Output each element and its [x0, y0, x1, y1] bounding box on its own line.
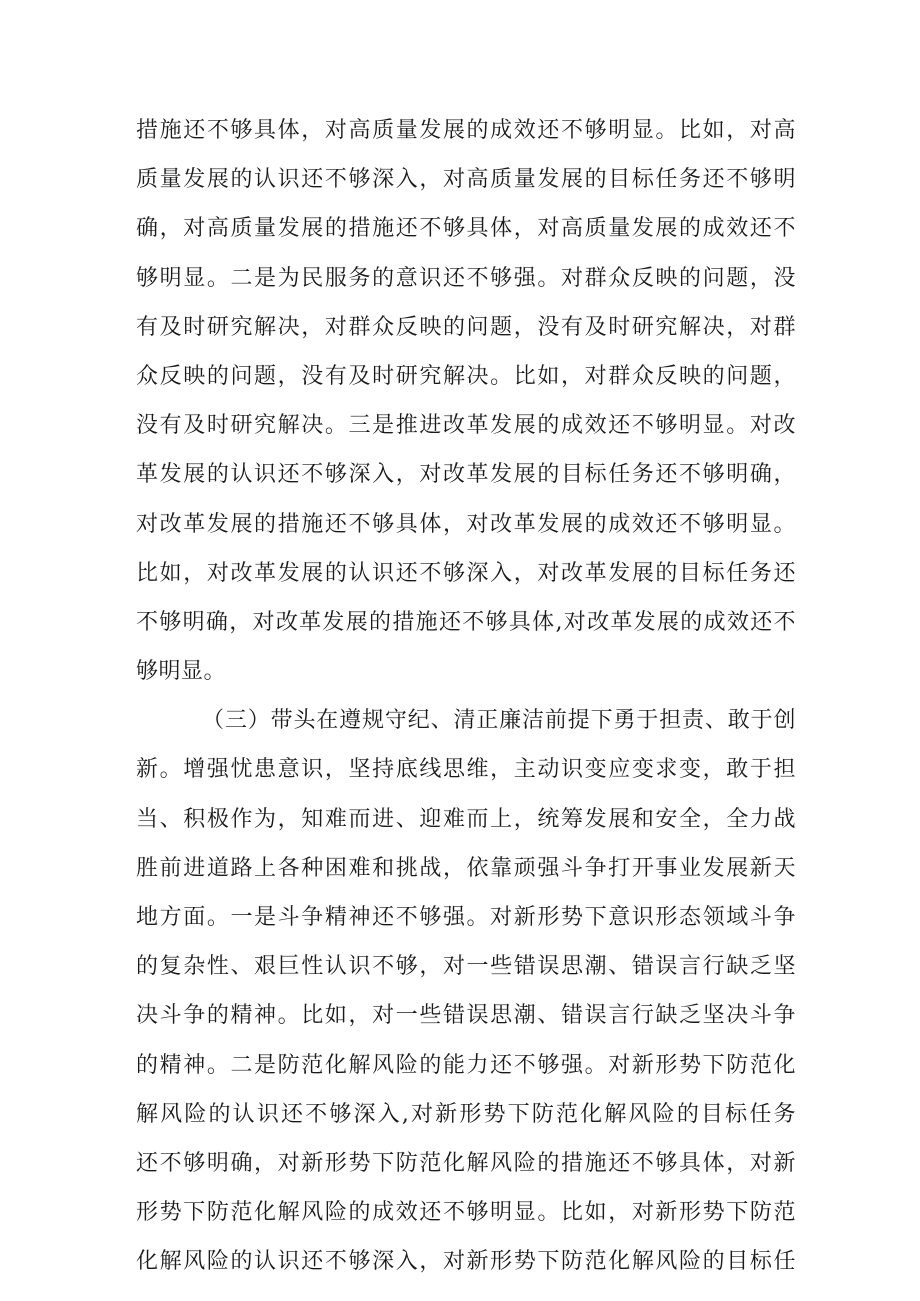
text-line: 决斗争的精神。比如，对一些错误思潮、错误言行缺乏坚决斗争	[136, 1003, 796, 1029]
text-line: 还不够明确，对新形势下防范化解风险的措施还不够具体，对新	[136, 1150, 796, 1176]
text-line: 众反映的问题，没有及时研究解决。比如，对群众反映的问题，	[136, 363, 796, 389]
text-line: 有及时研究解决，对群众反映的问题，没有及时研究解决，对群	[136, 314, 796, 340]
text-line: 革发展的认识还不够深入，对改革发展的目标任务还不够明确，	[136, 462, 796, 488]
text-line: 形势下防范化解风险的成效还不够明显。比如，对新形势下防范	[136, 1200, 796, 1226]
text-line: （三）带头在遵规守纪、清正廉洁前提下勇于担责、敢于创	[202, 708, 796, 734]
text-line: 没有及时研究解决。三是推进改革发展的成效还不够明显。对改	[136, 413, 796, 439]
text-line: 对改革发展的措施还不够具体，对改革发展的成效还不够明显。	[136, 511, 796, 537]
body-text	[136, 106, 796, 1287]
text-line: 地方面。一是斗争精神还不够强。对新形势下意识形态领域斗争	[136, 905, 796, 930]
text-line: 够明显。	[136, 659, 227, 685]
text-line: 比如，对改革发展的认识还不够深入，对改革发展的目标任务还	[136, 560, 796, 586]
text-line: 确，对高质量发展的措施还不够具体，对高质量发展的成效还不	[136, 216, 796, 242]
text-line: 化解风险的认识还不够深入，对新形势下防范化解风险的目标任	[136, 1249, 796, 1275]
text-line: 当、积极作为，知难而进、迎难而上，统筹发展和安全，全力战	[136, 806, 796, 832]
text-line: 措施还不够具体，对高质量发展的成效还不够明显。比如，对高	[136, 118, 796, 143]
text-line: 胜前进道路上各种困难和挑战，依靠顽强斗争打开事业发展新天	[136, 855, 796, 881]
text-line: 的精神。二是防范化解风险的能力还不够强。对新形势下防范化	[136, 1052, 796, 1078]
paragraph	[136, 696, 796, 1286]
text-line: 不够明确，对改革发展的措施还不够具体,对改革发展的成效还不	[136, 609, 796, 635]
text-line: 质量发展的认识还不够深入，对高质量发展的目标任务还不够明	[136, 167, 796, 193]
text-line: 新。增强忧患意识，坚持底线思维，主动识变应变求变，敢于担	[136, 757, 796, 783]
text-line: 解风险的认识还不够深入,对新形势下防范化解风险的目标任务	[136, 1101, 796, 1127]
text-line: 的复杂性、艰巨性认识不够，对一些错误思潮、错误言行缺乏坚	[136, 954, 796, 980]
text-line: 够明显。二是为民服务的意识还不够强。对群众反映的问题，没	[136, 265, 796, 291]
paragraph	[136, 106, 796, 696]
